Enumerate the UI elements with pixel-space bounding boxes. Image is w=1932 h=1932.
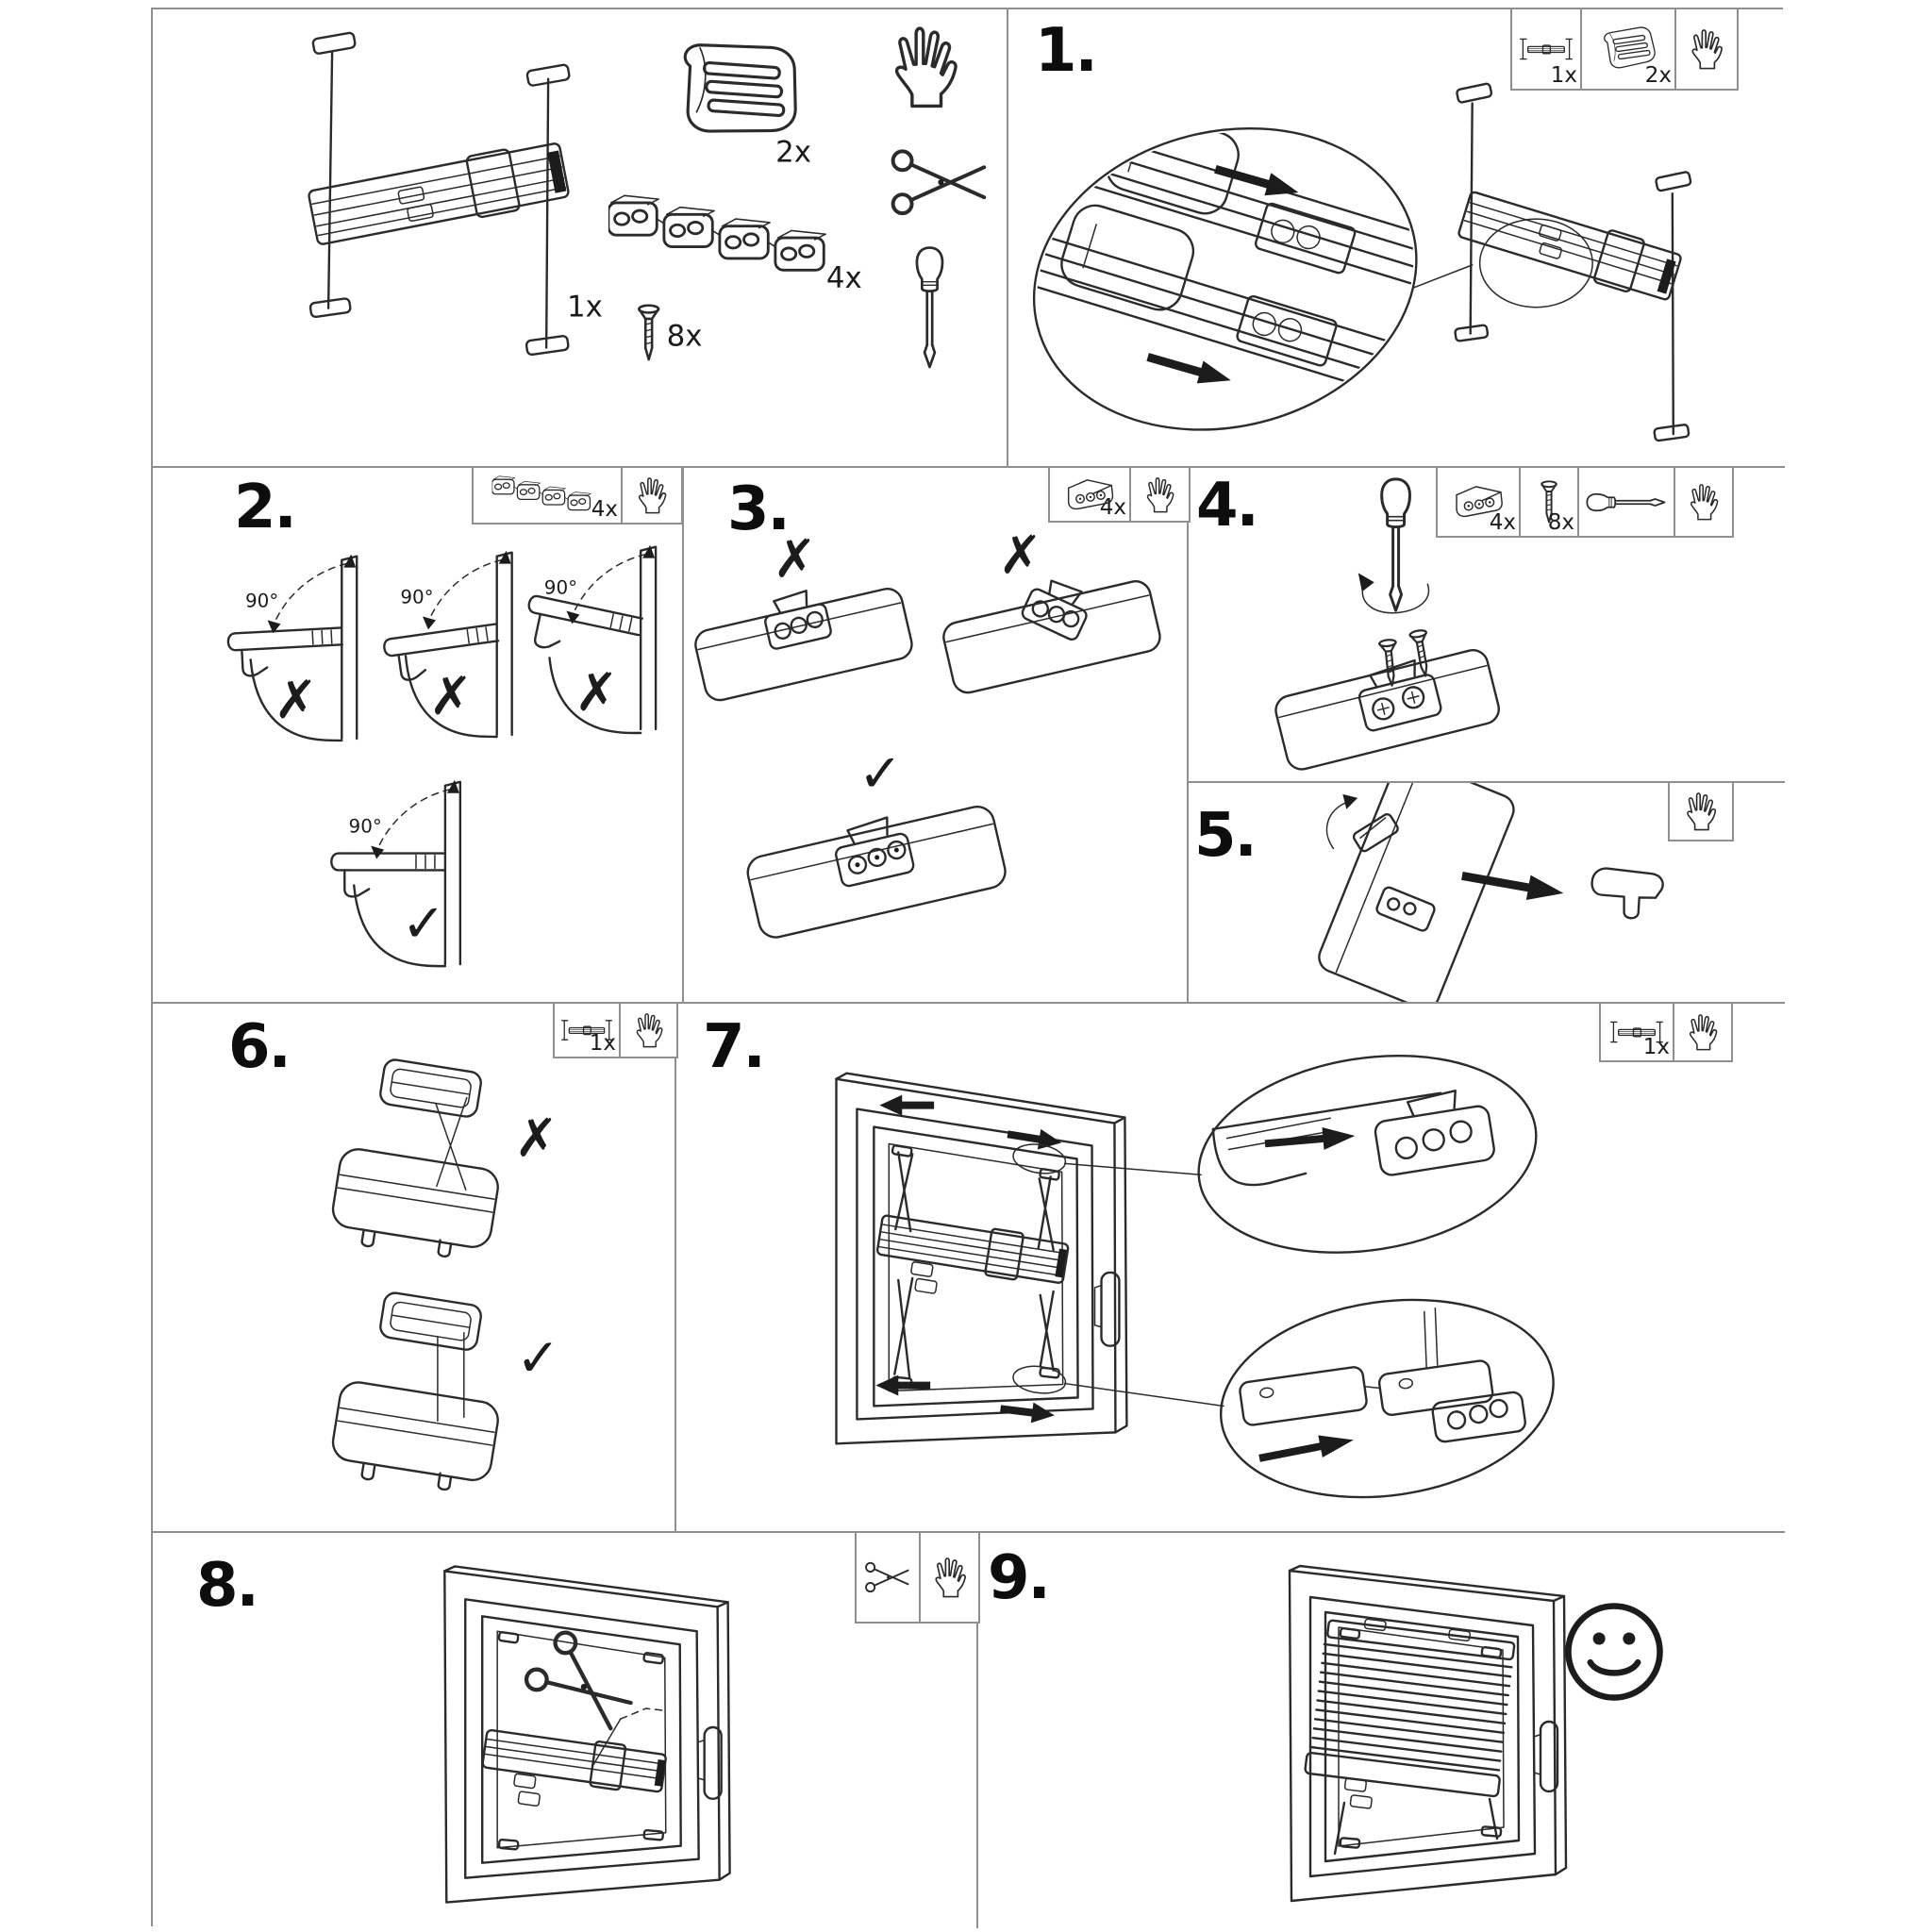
step-number: 9. bbox=[988, 1543, 1049, 1613]
cord-cut-line bbox=[621, 1708, 663, 1719]
material-screw bbox=[1519, 468, 1577, 536]
angle-label: 90° bbox=[543, 576, 578, 599]
screw-icon bbox=[1379, 639, 1401, 686]
panel-grid bbox=[151, 8, 1783, 1926]
qty-label: 4x bbox=[1489, 510, 1516, 535]
wrong-cords bbox=[328, 1058, 558, 1265]
panel-step-6 bbox=[153, 1004, 676, 1533]
hand-icon bbox=[1142, 475, 1177, 515]
correct-mark: ✓ bbox=[858, 742, 903, 805]
remove-arrow bbox=[1460, 863, 1566, 906]
bracket bbox=[1375, 886, 1436, 932]
sash-panel bbox=[1315, 783, 1519, 1002]
wrong-mark: ✗ bbox=[428, 666, 474, 728]
arrow-right-bottom bbox=[999, 1399, 1056, 1426]
screw-icon bbox=[1409, 629, 1434, 677]
step-4-materials-header bbox=[1436, 468, 1734, 538]
screw-icon bbox=[639, 306, 658, 359]
qty-label: 4x bbox=[1099, 495, 1126, 520]
step-1-materials-header bbox=[1510, 9, 1739, 91]
angle-label: 90° bbox=[244, 590, 279, 612]
clamp-part-icon bbox=[671, 30, 808, 148]
qty-label: 4x bbox=[591, 497, 618, 522]
step-3-materials-header bbox=[1048, 468, 1191, 523]
step-number: 4. bbox=[1196, 471, 1257, 541]
detail-magnifier bbox=[1011, 99, 1455, 400]
correct-mark: ✓ bbox=[401, 893, 446, 956]
step-number: 5. bbox=[1194, 801, 1256, 871]
hand-icon bbox=[1686, 481, 1722, 523]
corner-clips bbox=[499, 1632, 664, 1850]
step-number: 2. bbox=[234, 473, 295, 542]
qty-label: 1x bbox=[1642, 1035, 1670, 1059]
wrong-mark: ✗ bbox=[274, 670, 318, 732]
correct-cords bbox=[328, 1291, 560, 1498]
rotate-arrow bbox=[1326, 802, 1348, 849]
qty-label: 4x bbox=[825, 260, 862, 295]
angle-label: 90° bbox=[348, 815, 382, 838]
part-blind-assembly bbox=[308, 32, 570, 355]
panel-step-7 bbox=[676, 1004, 1785, 1533]
step-8-illustration bbox=[153, 1533, 976, 1928]
wrong-orientation-1 bbox=[689, 571, 914, 704]
wrong-orientation-2 bbox=[934, 550, 1162, 696]
panel-step-9 bbox=[978, 1533, 1785, 1928]
material-hand bbox=[1670, 783, 1732, 840]
correct-mount bbox=[331, 780, 460, 966]
tool-scissors bbox=[857, 1533, 919, 1622]
correct-orientation bbox=[742, 794, 1008, 941]
step-number: 8. bbox=[196, 1551, 258, 1621]
step-8-materials-header bbox=[855, 1533, 980, 1624]
qty-label: 1x bbox=[589, 1031, 616, 1056]
panel-step-5 bbox=[1189, 783, 1785, 1004]
correct-mark: ✓ bbox=[516, 1327, 560, 1390]
hand-icon bbox=[1685, 1011, 1721, 1053]
step-2-illustration bbox=[153, 468, 682, 1002]
arrow-left-top bbox=[879, 1095, 934, 1116]
material-bracket bbox=[1050, 468, 1129, 521]
step-7-materials-header bbox=[1599, 1004, 1733, 1062]
headrail bbox=[478, 1726, 667, 1824]
removed-clip-piece bbox=[1586, 860, 1665, 924]
step-5-materials-header bbox=[1668, 783, 1734, 841]
qty-label: 1x bbox=[1550, 63, 1577, 88]
material-hand bbox=[621, 468, 681, 523]
material-hand bbox=[919, 1533, 978, 1622]
panel-parts-overview bbox=[153, 9, 1008, 468]
qty-label: 2x bbox=[1644, 63, 1672, 88]
bracket-strip-icon bbox=[491, 475, 603, 517]
hand-icon bbox=[1682, 790, 1720, 833]
wrong-mark: ✗ bbox=[574, 662, 619, 724]
wrong-mark: ✗ bbox=[998, 525, 1043, 587]
blind-assembly bbox=[1455, 83, 1691, 441]
hand-icon bbox=[897, 28, 956, 106]
parts-overview-illustration bbox=[153, 9, 1007, 466]
qty-label: 2x bbox=[775, 135, 812, 170]
material-bracket-strip bbox=[474, 468, 621, 523]
step-7-illustration bbox=[676, 1004, 1785, 1531]
rail-icon bbox=[1519, 33, 1574, 65]
panel-step-4 bbox=[1189, 468, 1785, 783]
qty-label: 8x bbox=[666, 319, 703, 354]
detail-bottom bbox=[1208, 1279, 1566, 1518]
wrong-mount-2 bbox=[383, 551, 511, 737]
wrong-mark: ✗ bbox=[773, 528, 817, 591]
tool-screwdriver bbox=[1577, 468, 1674, 536]
hand-icon bbox=[634, 475, 670, 516]
panel-step-2 bbox=[153, 468, 684, 1004]
panel-step-8 bbox=[153, 1533, 978, 1928]
step-3-illustration bbox=[684, 468, 1187, 1002]
step-6-materials-header bbox=[553, 1004, 678, 1058]
material-clamp bbox=[1580, 9, 1674, 89]
wrong-mount-3 bbox=[521, 545, 656, 733]
material-rail bbox=[555, 1004, 619, 1057]
panel-step-1 bbox=[1008, 9, 1785, 468]
material-hand bbox=[1129, 468, 1189, 521]
scissors-icon bbox=[863, 1556, 912, 1599]
material-hand bbox=[1674, 468, 1732, 536]
qty-label: 1x bbox=[567, 290, 603, 325]
step-2-materials-header bbox=[472, 468, 683, 525]
step-number: 6. bbox=[228, 1012, 290, 1082]
material-hand bbox=[619, 1004, 676, 1057]
material-bracket bbox=[1438, 468, 1519, 536]
screwdriver-icon bbox=[917, 248, 942, 367]
hand-icon bbox=[930, 1555, 970, 1600]
step-9-illustration bbox=[978, 1533, 1785, 1928]
smiley-icon bbox=[1568, 1606, 1659, 1697]
window-drawing bbox=[836, 1074, 1126, 1444]
pleated-blind bbox=[1302, 1614, 1518, 1824]
qty-label: 8x bbox=[1547, 510, 1574, 535]
scissors-icon bbox=[523, 1628, 641, 1741]
material-hand bbox=[1674, 9, 1737, 89]
corner-clips bbox=[892, 1145, 1060, 1388]
wrong-mount-1 bbox=[227, 555, 357, 741]
material-rail bbox=[1512, 9, 1580, 89]
bracket-strip-icon bbox=[608, 195, 825, 270]
screwdriver-icon bbox=[1382, 479, 1410, 610]
panel-step-3 bbox=[684, 468, 1189, 1004]
material-hand bbox=[1673, 1004, 1731, 1060]
detail-top bbox=[1184, 1033, 1550, 1275]
hand-icon bbox=[632, 1010, 666, 1050]
material-rail bbox=[1601, 1004, 1673, 1060]
step-number: 1. bbox=[1035, 16, 1096, 86]
angle-label: 90° bbox=[400, 586, 434, 608]
cords bbox=[894, 1152, 1053, 1377]
screwdriver-icon bbox=[1585, 490, 1668, 515]
step-number: 3. bbox=[727, 475, 789, 544]
step-6-illustration bbox=[153, 1004, 675, 1531]
step-number: 7. bbox=[703, 1012, 764, 1082]
hand-icon bbox=[1687, 26, 1726, 72]
wrong-mark: ✗ bbox=[514, 1108, 558, 1170]
scissors-icon bbox=[893, 151, 985, 213]
